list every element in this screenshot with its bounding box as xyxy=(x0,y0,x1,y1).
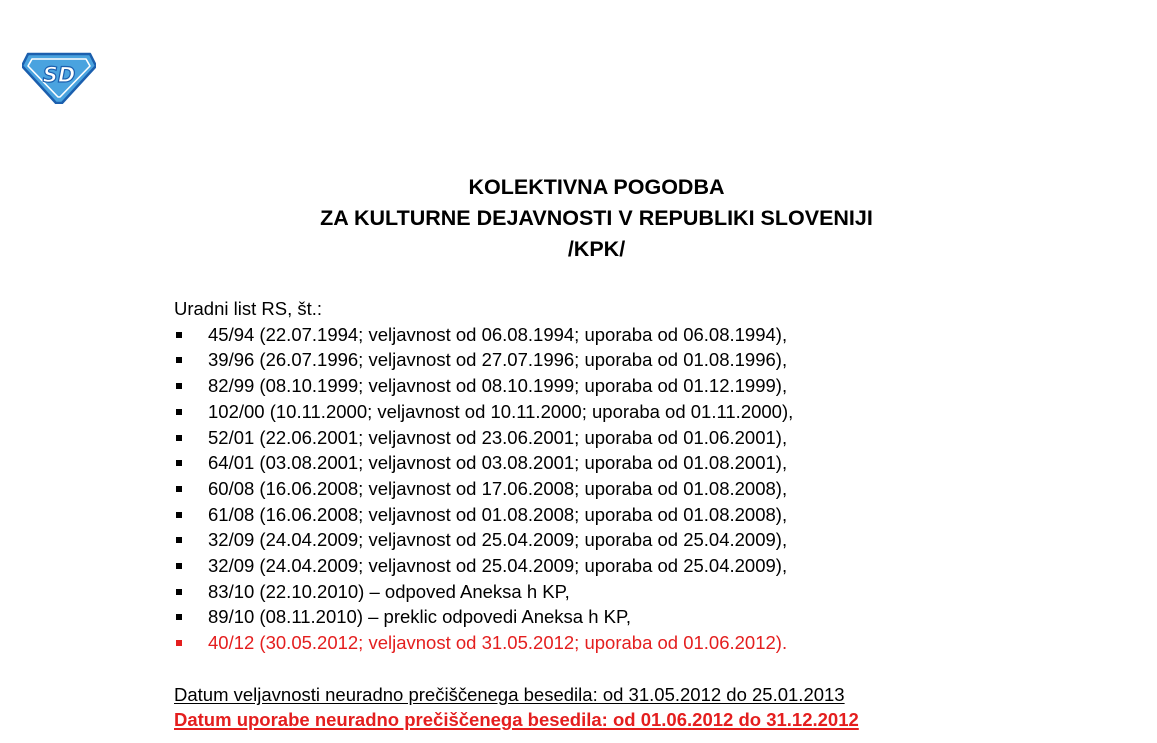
gazette-entry xyxy=(174,630,793,656)
square-bullet-icon xyxy=(176,409,182,415)
gazette-label: Uradni list RS, št.: xyxy=(174,298,323,319)
gazette-entry-text: 39/96 (26.07.1996; veljavnost od 27.07.1996; uporaba od 01.08.1996), xyxy=(208,349,788,371)
square-bullet-icon xyxy=(176,614,182,620)
gazette-entry-text: 32/09 (24.04.2009; veljavnost od 25.04.2009; uporaba od 25.04.2009), xyxy=(208,555,788,577)
square-bullet-icon xyxy=(176,512,182,518)
gazette-entry-text: 52/01 (22.06.2001; veljavnost od 23.06.2001; uporaba od 01.06.2001), xyxy=(208,426,788,448)
gazette-entry xyxy=(174,322,793,348)
square-bullet-icon xyxy=(176,435,182,441)
gazette-entry xyxy=(174,604,793,630)
square-bullet-icon xyxy=(176,589,182,595)
square-bullet-icon xyxy=(176,332,182,338)
sd-logo xyxy=(22,50,96,104)
gazette-entry xyxy=(174,373,793,399)
gazette-entry xyxy=(174,347,793,373)
gazette-entry-text: 40/12 (30.05.2012; veljavnost od 31.05.2012; uporaba od 01.06.2012). xyxy=(208,632,788,654)
gazette-entry xyxy=(174,450,793,476)
gazette-entry xyxy=(174,476,793,502)
square-bullet-icon xyxy=(176,563,182,569)
title-line-3: /KPK/ xyxy=(567,237,626,261)
logo-monogram: SD xyxy=(42,63,76,87)
gazette-entry-text: 82/99 (08.10.1999; veljavnost od 08.10.1999; uporaba od 01.12.1999), xyxy=(208,375,788,397)
gazette-entry-text: 32/09 (24.04.2009; veljavnost od 25.04.2009; uporaba od 25.04.2009), xyxy=(208,529,788,551)
validity-date-line: Datum veljavnosti neuradno prečiščenega besedila: od 31.05.2012 do 25.01.2013 xyxy=(174,684,845,705)
gazette-entry xyxy=(174,399,793,425)
square-bullet-icon xyxy=(176,460,182,466)
gazette-entry xyxy=(174,425,793,451)
title-line-1: KOLEKTIVNA POGODBA xyxy=(468,175,725,199)
gazette-entry xyxy=(174,579,793,605)
document-title xyxy=(0,172,1157,265)
square-bullet-icon xyxy=(176,537,182,543)
square-bullet-icon xyxy=(176,486,182,492)
gazette-entry-text: 61/08 (16.06.2008; veljavnost od 01.08.2008; uporaba od 01.08.2008), xyxy=(208,503,788,525)
gazette-entry-list xyxy=(174,322,793,656)
application-date-line: Datum uporabe neuradno prečiščenega besedila: od 01.06.2012 do 31.12.2012 xyxy=(174,709,859,730)
gazette-references xyxy=(174,296,793,656)
gazette-entry-text: 83/10 (22.10.2010) – odpoved Aneksa h KP, xyxy=(208,580,570,602)
gazette-entry-text: 45/94 (22.07.1994; veljavnost od 06.08.1994; uporaba od 06.08.1994), xyxy=(208,323,788,345)
gazette-entry-text: 64/01 (03.08.2001; veljavnost od 03.08.2001; uporaba od 01.08.2001), xyxy=(208,452,788,474)
square-bullet-icon xyxy=(176,357,182,363)
gazette-entry-text: 60/08 (16.06.2008; veljavnost od 17.06.2008; uporaba od 01.08.2008), xyxy=(208,477,788,499)
gazette-entry xyxy=(174,527,793,553)
gazette-entry-text: 102/00 (10.11.2000; veljavnost od 10.11.2000; uporaba od 01.11.2000), xyxy=(208,400,794,422)
square-bullet-icon xyxy=(176,640,182,646)
square-bullet-icon xyxy=(176,383,182,389)
gazette-entry xyxy=(174,553,793,579)
gazette-entry-text: 89/10 (08.11.2010) – preklic odpovedi Aneksa h KP, xyxy=(208,606,632,628)
title-line-2: ZA KULTURNE DEJAVNOSTI V REPUBLIKI SLOVENIJI xyxy=(320,206,873,230)
gazette-entry xyxy=(174,502,793,528)
validity-dates xyxy=(174,682,859,732)
